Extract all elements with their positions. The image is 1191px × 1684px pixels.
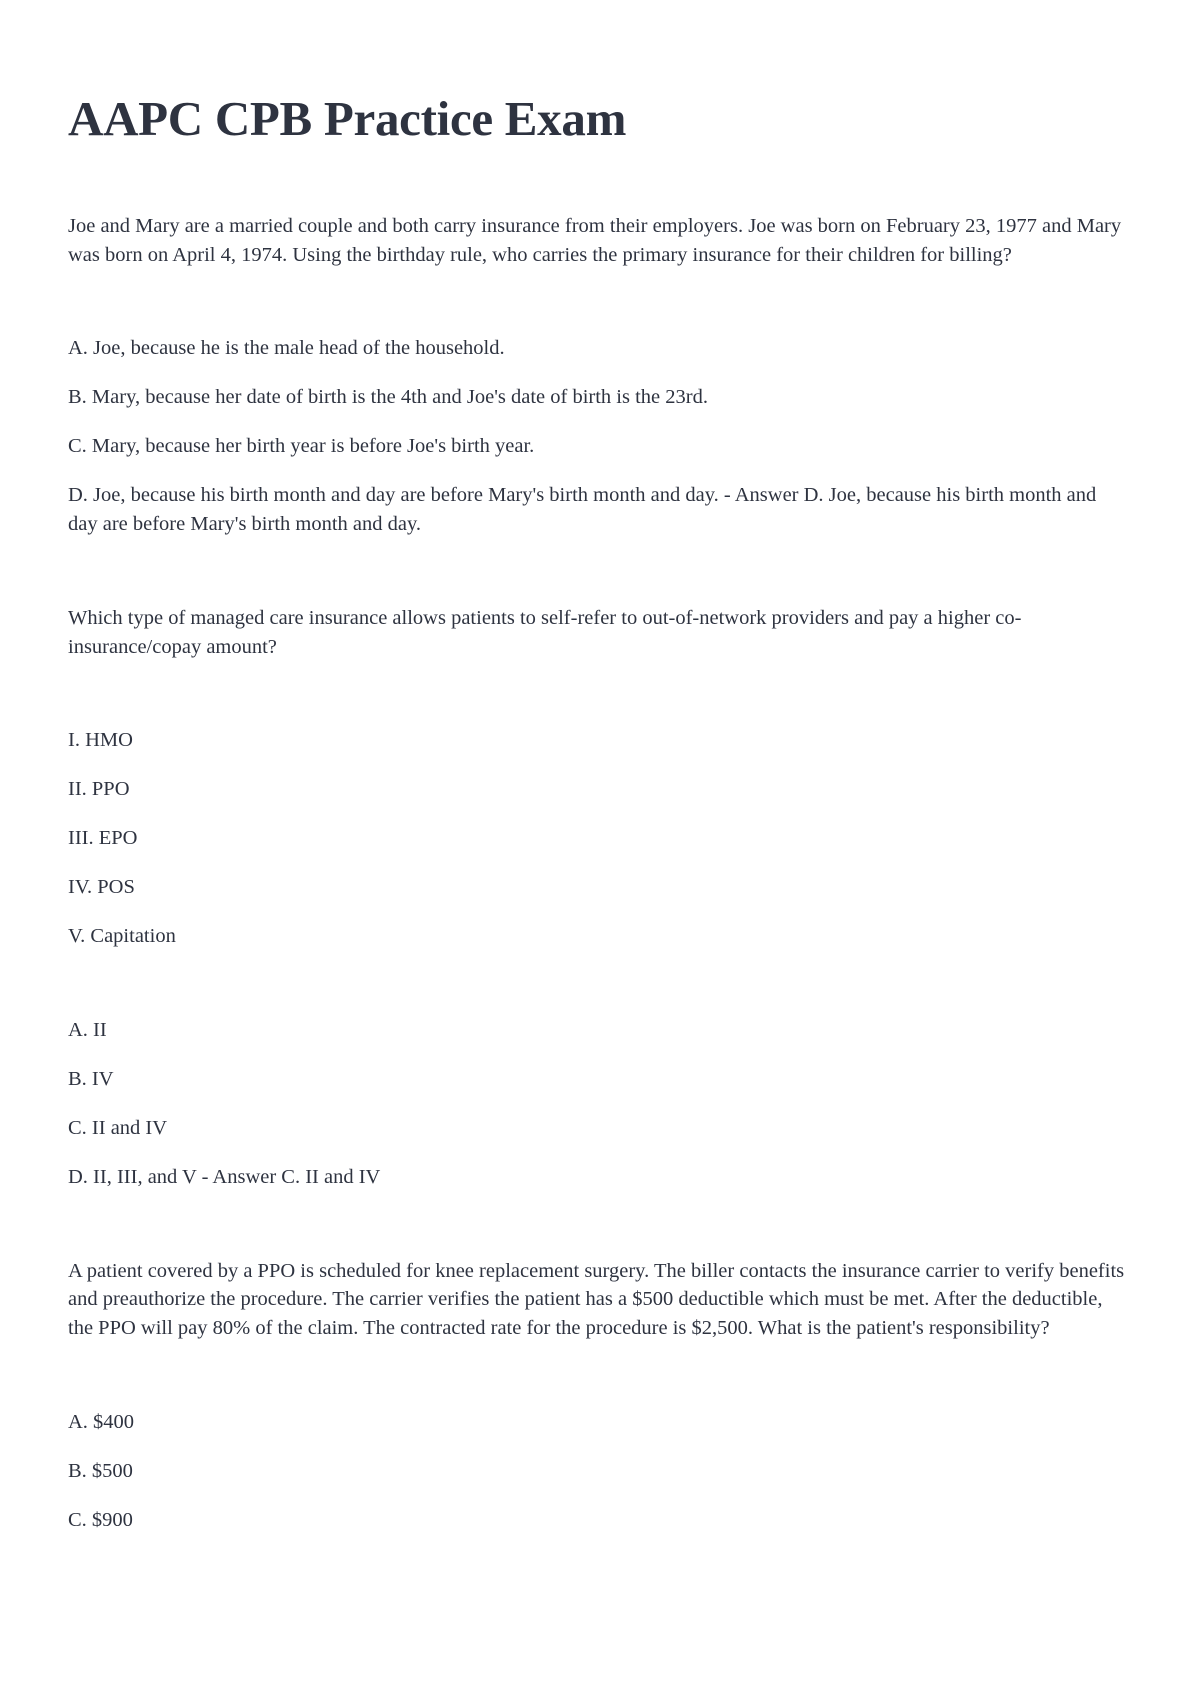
document-body — [68, 212, 1128, 1534]
option: C. Mary, because her birth year is before Joe's birth year. — [68, 435, 535, 458]
item: I. HMO — [68, 729, 133, 752]
question-text: Joe and Mary are a married couple and both carry insurance from their employers. Joe was born on February 23, 1977 and Mary was born on April 4, 1974. Using the birthday rule, who carries the primary insurance for their children for billing? — [68, 215, 1122, 266]
option: D. Joe, because his birth month and day are before Mary's birth month and day. - Answer D. Joe, because his birth month and day are before Mary's birth month and day. — [68, 484, 1097, 536]
document-title: AAPC CPB Practice Exam — [68, 91, 627, 146]
item: III. EPO — [68, 827, 138, 850]
option: A. II — [68, 1018, 107, 1041]
question-text: Which type of managed care insurance allows patients to self-refer to out-of-network providers and pay a higher co-insurance/copay amount? — [68, 606, 1022, 658]
item: V. Capitation — [68, 925, 176, 948]
option: C. II and IV — [68, 1116, 168, 1139]
answer-options — [68, 1408, 1128, 1535]
item: II. PPO — [68, 778, 130, 801]
option: A. Joe, because he is the male head of the household. — [68, 337, 505, 360]
item: IV. POS — [68, 876, 135, 899]
option: D. II, III, and V - Answer C. II and IV — [68, 1165, 381, 1188]
option: C. $900 — [68, 1508, 133, 1531]
option: B. $500 — [68, 1459, 133, 1482]
option: B. IV — [68, 1067, 114, 1090]
numbered-items — [68, 726, 1128, 951]
question-text: A patient covered by a PPO is scheduled for knee replacement surgery. The biller contacts the insurance carrier to verify benefits and preauthorize the procedure. The carrier verifies the patient has a $500 deductible which must be met. After the deductible, the PPO will pay 80% of the claim. The contracted rate for the procedure is $2,500. What is the patient's responsibility? — [68, 1259, 1125, 1340]
option: A. $400 — [68, 1410, 135, 1433]
answer-options — [68, 1016, 1128, 1192]
answer-options — [68, 334, 1128, 538]
option: B. Mary, because her date of birth is the 4th and Joe's date of birth is the 23rd. — [68, 386, 708, 409]
